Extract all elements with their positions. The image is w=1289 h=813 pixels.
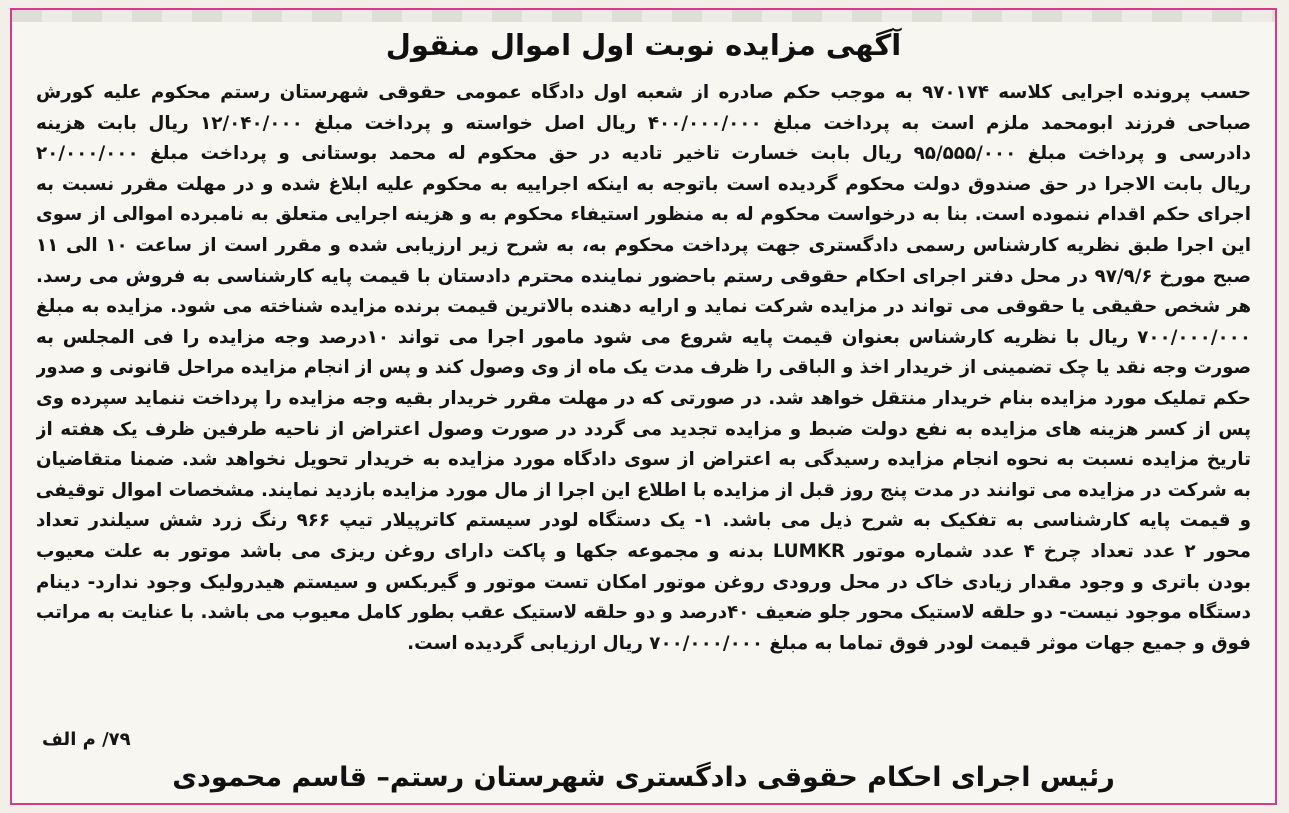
body-line: این اجرا طبق نظریه کارشناس رسمی دادگستری جهت پرداخت محکوم به، به شرح زیر ارزیابی شده و مقرر است از ساعت ۱۰ الی ۱۱	[36, 234, 1251, 256]
page-title: آگهی مزایده نوبت اول اموال منقول	[385, 28, 902, 62]
body-line: صبح مورخ ۹۷/۹/۶ در محل دفتر اجرای احکام حقوقی رستم باحضور نماینده محترم دادستان با قیمت پایه کارشناسی به فروش می رسد.	[36, 265, 1251, 287]
body-line: حسب پرونده اجرایی کلاسه ۹۷۰۱۷۴ به موجب حکم صادره از شعبه اول دادگاه عمومی حقوقی شهرستان رستم محکوم علیه کورش	[36, 82, 1251, 103]
body-line: پس از کسر هزینه های مزایده به نفع دولت ضبط و مزایده تجدید می گردد در صورت وصول اعتراض از ناحیه طرفین ظرف یک هفته از	[36, 418, 1251, 440]
body-line: ریال بابت الاجرا در حق صندوق دولت محکوم گردیده است باتوجه به اینکه اجراییه به محکوم علیه ابلاغ شده و در مهلت مقرر نسبت به	[36, 173, 1251, 195]
signature-line: رئیس اجرای احکام حقوقی دادگستری شهرستان رستم– قاسم محمودی	[172, 762, 1115, 793]
body-line: به شرکت در مزایده می توانند در مدت پنج روز قبل از مزایده با اطلاع این اجرا از مال مورد مزایده بازدید نمایند. مشخصات اموال توقیفی	[36, 479, 1251, 501]
reference-number: ۷۹/ م الف	[42, 729, 131, 750]
body-line: تاریخ مزایده نسبت به نحوه انجام مزایده رسیدگی به اعتراض از سوی دادگاه مورد مزایده به خریدار تحویل نخواهد شد. ضمنا متقاضیان	[36, 449, 1251, 471]
adjacent-ad-strip	[12, 10, 1275, 22]
body-line: صورت وجه نقد یا چک تضمینی از خریدار اخذ و الباقی را ظرف مدت یک ماه از وی وصول کند و پس از انجام مزایده مراحل قانونی و صدور	[36, 357, 1251, 379]
notice-frame	[10, 8, 1277, 805]
body-line-last: فوق و جمیع جهات موثر قیمت لودر فوق تماما به مبلغ ۷۰۰/۰۰۰/۰۰۰ ریال ارزیابی گردیده است.	[407, 632, 1251, 654]
body-line: و قیمت پایه کارشناسی به تفکیک به شرح ذیل می باشد. ۱- یک دستگاه لودر سیستم کاترپیلار تیپ ۹۶۶ رنگ زرد شش سیلندر تعداد	[36, 510, 1251, 532]
body-line: اجرای حکم اقدام ننموده است. بنا به درخواست محکوم له به منظور استیفاء محکوم به و هزینه اجرایی متعلق به نامبرده اموالی از سوی	[36, 204, 1251, 226]
body-line: دستگاه موجود نیست- دو حلقه لاستیک محور جلو ضعیف ۴۰درصد و دو حلقه لاستیک عقب بطور کامل معیوب می باشد. با عنایت به مراتب	[36, 602, 1251, 624]
body-line: ۷۰۰/۰۰۰/۰۰۰ ریال با نظریه کارشناس بعنوان قیمت پایه شروع می شود مامور اجرا می تواند ۱۰درصد وجه مزایده را فی المجلس به	[36, 326, 1251, 348]
body-line: محور ۲ عدد تعداد چرخ ۴ عدد شماره موتور LUMKR بدنه و مجموعه جکها و پاکت دارای روغن ریزی می باشد موتور به علت معیوب	[36, 540, 1251, 562]
body-line: دادرسی و پرداخت مبلغ ۹۵/۵۵۵/۰۰۰ ریال بابت خسارت تاخیر تادیه در حق محکوم له محمد بوستانی و پرداخت مبلغ ۲۰/۰۰۰/۰۰۰	[36, 143, 1251, 165]
body-line: صباحی فرزند ابومحمد ملزم است به پرداخت مبلغ ۴۰۰/۰۰۰/۰۰۰ ریال اصل خواسته و پرداخت مبلغ ۱۲/۰۴۰/۰۰۰ ریال بابت هزینه	[36, 112, 1251, 134]
body-line: حکم تملیک مورد مزایده بنام خریدار منتقل خواهد شد. در صورتی که در مهلت مقرر خریدار بقیه وجه مزایده را پرداخت ننماید سپرده وی	[36, 387, 1251, 409]
notice-body	[36, 78, 1251, 659]
body-line: بودن باتری و وجود مقدار زیادی خاک در محل ورودی روغن موتور امکان تست موتور و گیربکس و سیستم هیدرولیک وجود ندارد- دینام	[36, 571, 1251, 593]
body-line: هر شخص حقیقی یا حقوقی می تواند در مزایده شرکت نماید و ارایه دهنده بالاترین قیمت برنده مزایده شناخته می شود. مزایده به مبلغ	[36, 296, 1251, 318]
